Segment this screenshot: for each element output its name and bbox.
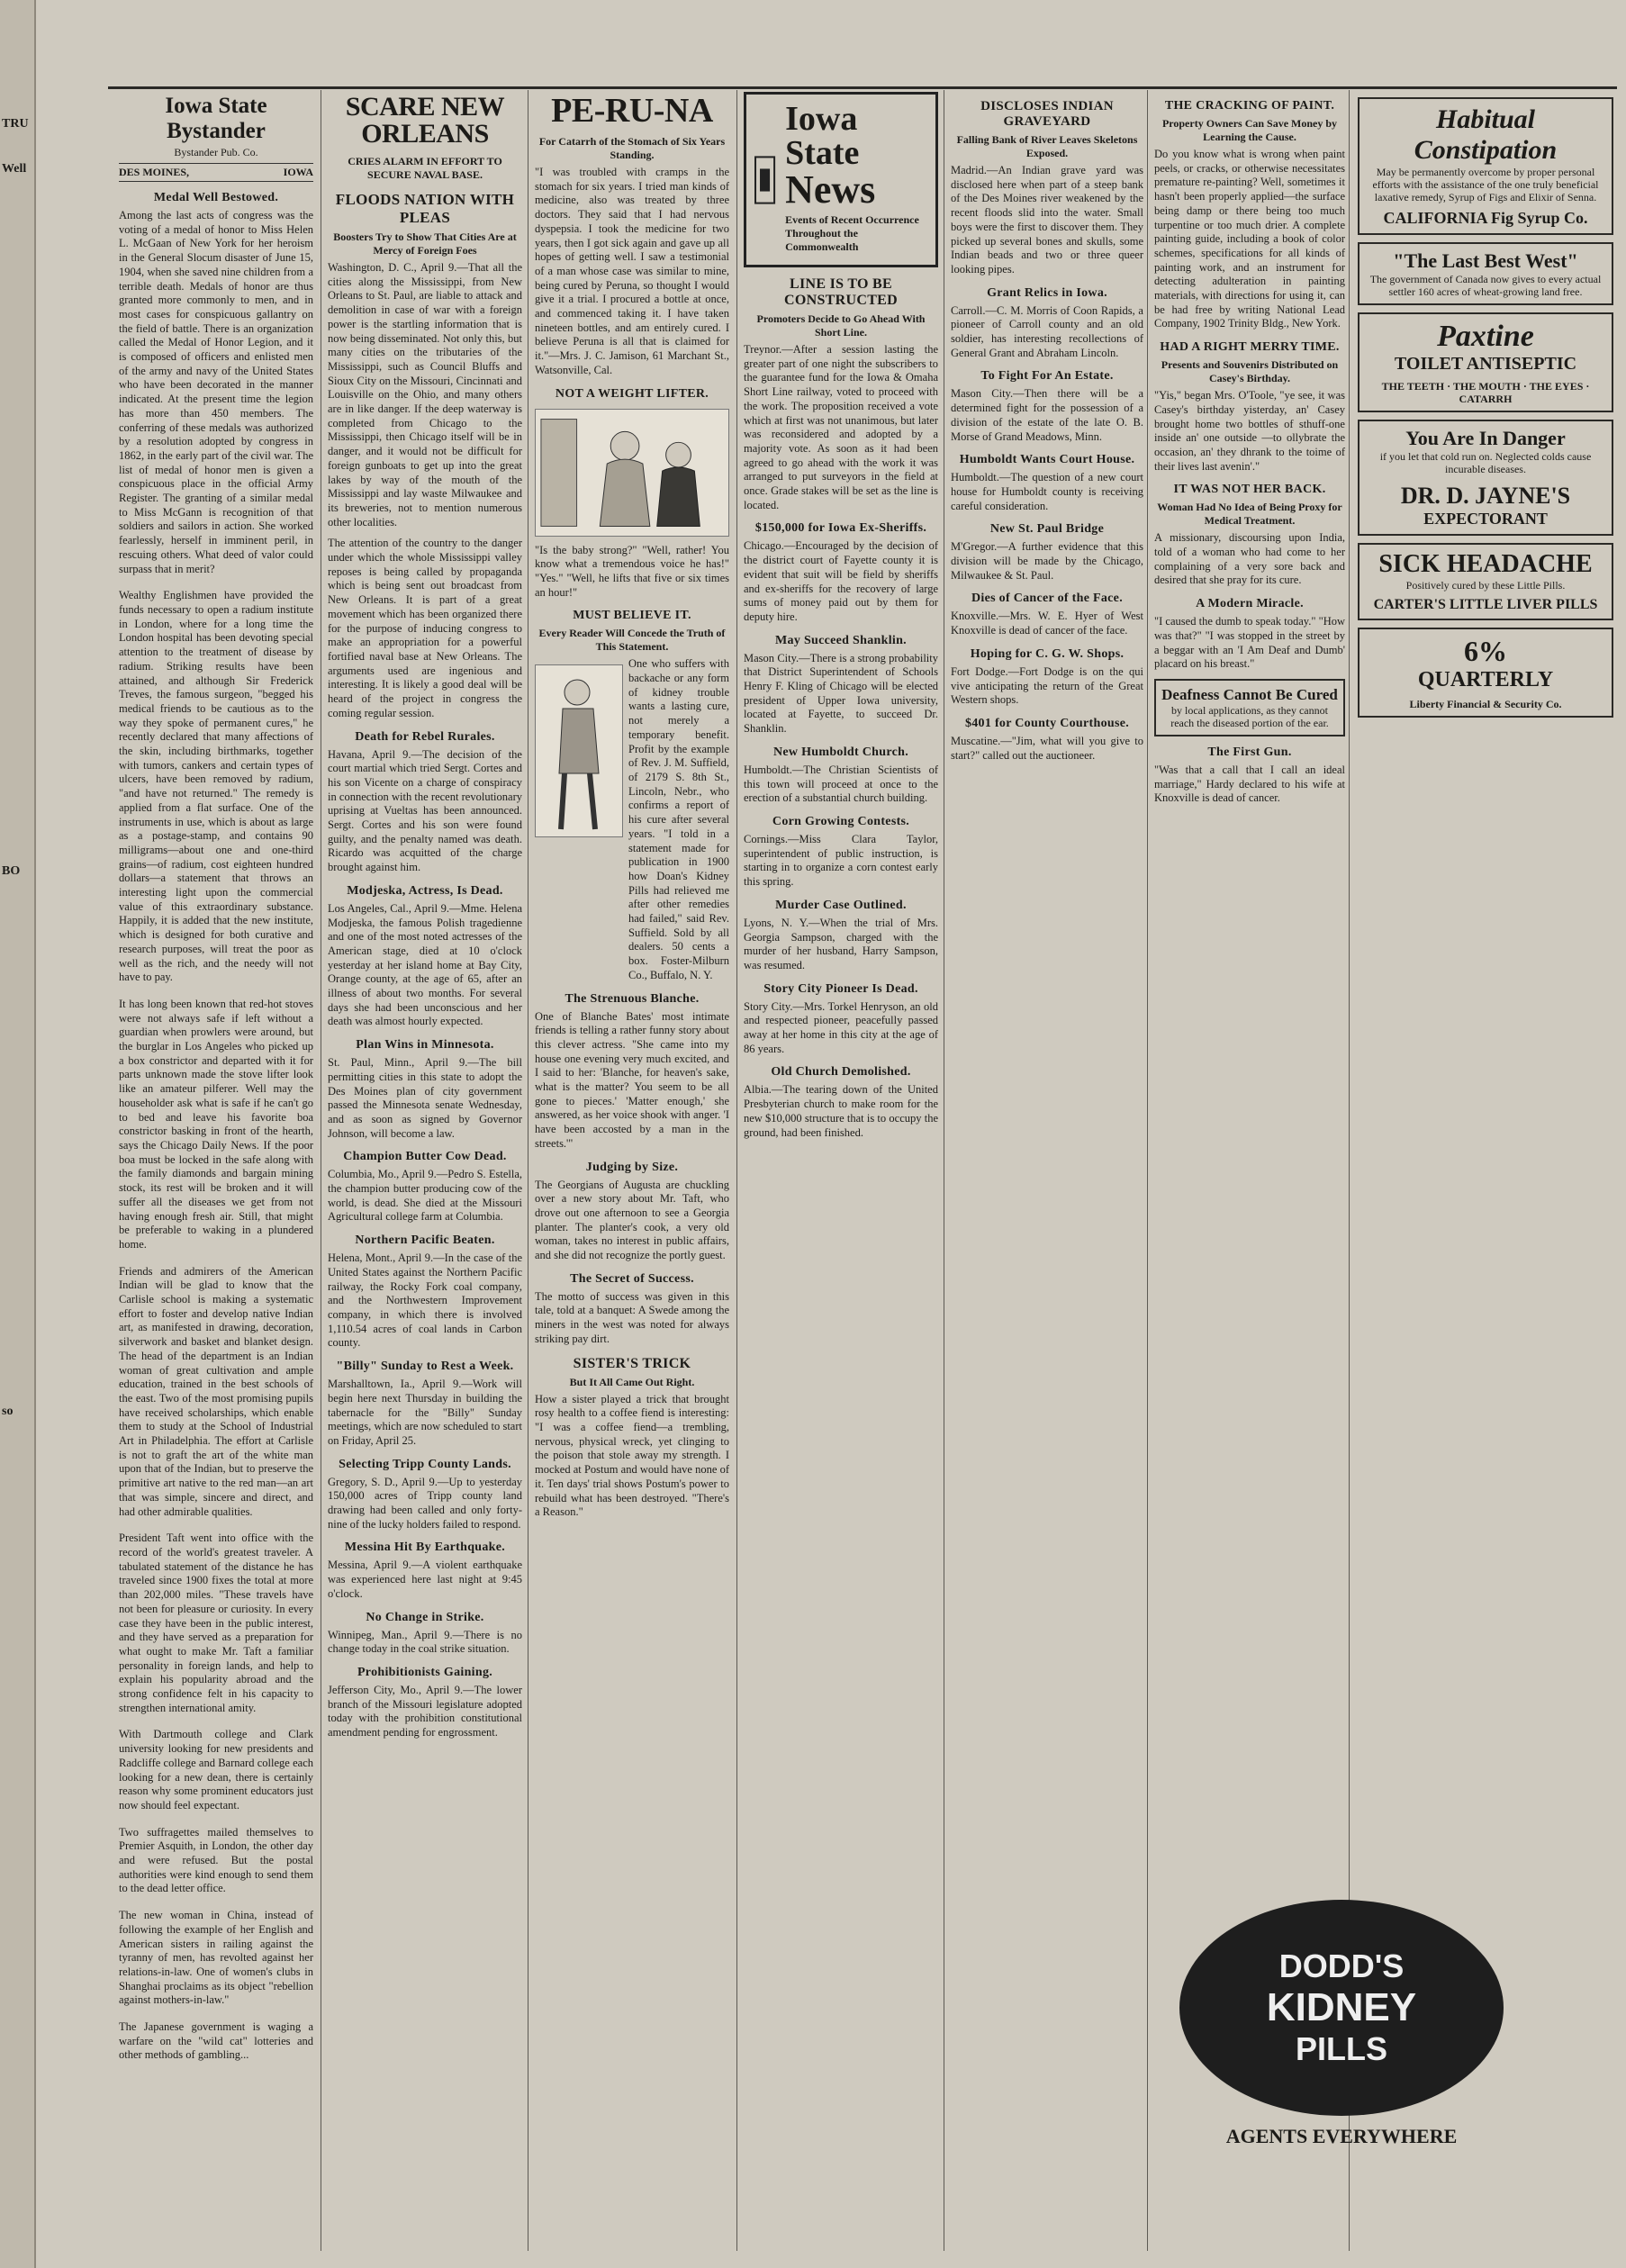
article-heading: LINE IS TO BE CONSTRUCTED [784,276,898,308]
article-text: Among the last acts of congress was the voting of a medal of honor to Miss Helen L. McGaan of New York for her heroism in the General Slocum disaster of June 15, 1904, when she saved nine children from a terrible death. Medals of honor are thus granted more commonly to men, and in most cases for conspicuous gallantry on the field of battle. There is an organization called the Medal of Honor Legion, and it is composed of officers and enlisted men of the army and navy of the United States who have been decorated in the manner indicated. At the present time the legion has more than 450 members. The conferring of these medals was authorized by a resolution adopted by congress in 1862, in the early part of the civil war. The list of medal of honor men is given a conspicuous place in the official Army Register. The granting of a similar medal to Miss McGann is recognition of that soldiers and sailors in action. She worked fearlessly, herself in imminent peril, in rescuing others. What deed of valor could surpass that in merit? [119,209,313,575]
article-text: The Japanese government is waging a warfare on the "wild cat" lotteries and other methods of gambling... [119,2020,313,2062]
subheadline: Presents and Souvenirs Distributed on Casey's Birthday. [1161,358,1339,385]
masthead: Iowa State Bystander [165,94,267,143]
subheadline: CRIES ALARM IN EFFORT TO SECURE NAVAL BASE. [348,155,502,181]
column-5 [945,90,1149,2251]
agents-banner: AGENTS EVERYWHERE [1225,2125,1458,2147]
section-subtitle: Events of Recent Occurrence Throughout the Commonwealth [785,213,919,253]
article-heading: Grant Relics in Iowa. [987,285,1107,300]
article-text: One who suffers with backache or any form of kidney trouble wants a lasting cure, not merely a temporary benefit. Profit by the example of Rev. J. M. Suffield, of 2179 S. 8th St., Lincoln, Nebr., who confirms a report of his cure after several years. "I told in a statement made for publication in 1900 how Doan's Kidney Pills had relieved me after other remedies had failed," said Rev. Suffield. Sold by all dealers. 50 cents a box. Foster-Milburn Co., Buffalo, N. Y. [628,657,729,981]
article-text: "I caused the dumb to speak today." "How was that?" "I was stopped in the street by a beggar with an 'I Am Deaf and Dumb' placard on his breast." [1154,615,1345,671]
article-heading: $401 for County Courthouse. [964,716,1130,730]
article-heading: Medal Well Bestowed. [153,191,279,204]
article-text: Cornings.—Miss Clara Taylor, superintendent of public instruction, is starting in to organize a corn contest early this spring. [744,832,938,889]
jayne-expectorant-ad: You Are In Danger if you let that cold run on. Neglected colds cause incurable diseases. DR. D. JAYNE'S EXPECTORANT [1358,420,1613,536]
article-heading: Champion Butter Cow Dead. [343,1150,507,1164]
headline: PE-RU-NA [551,92,713,130]
article-heading: The Strenuous Blanche. [565,991,700,1006]
article-heading: THE CRACKING OF PAINT. [1164,99,1335,113]
article-text: The motto of success was given in this tale, told at a banquet: A Swede among the miners in the west was noted for always striking pay dirt. [535,1289,729,1345]
subheadline: Woman Had No Idea of Being Proxy for Medical Treatment. [1157,501,1342,528]
article-text: A missionary, discoursing upon India, told of a woman who had come to her complaining of a very sore back and desired that she pray for its cure. [1154,531,1345,587]
article-heading: New St. Paul Bridge [989,522,1105,537]
subheadline: For Catarrh of the Stomach of Six Years Standing. [538,135,726,161]
article-heading: IT WAS NOT HER BACK. [1173,483,1326,497]
article-text: Two suffragettes mailed themselves to Premier Asquith, in London, the other day and were refused. But the postal authorities were kind enough to send them to the dead letter office. [119,1825,313,1895]
article-heading: HAD A RIGHT MERRY TIME. [1160,340,1340,355]
article-heading: "Billy" Sunday to Rest a Week. [336,1360,514,1374]
article-text: Helena, Mont., April 9.—In the case of the United States against the Northern Pacific railway, the Rocky Fork coal company, and the Northwestern Improvement company, in which there is involved 1,110.54 acres of coal lands in Carbon county. [328,1251,522,1350]
article-text: Knoxville.—Mrs. W. E. Hyer of West Knoxville is dead of cancer of the face. [951,610,1143,637]
edge-fragment: so [2,1405,14,1418]
article-heading: New Humboldt Church. [772,745,909,759]
cartoon-caption: "Is the baby strong?" "Well, rather! You know what a tremendous voice he has!" "Yes." "Well, he lifts that five or six times an hour!" [535,543,729,599]
article-text: Washington, D. C., April 9.—That all the cities along the Mississippi, from New Orleans to St. Paul, are liable to attack and demolition in case of war with a foreign power is the startling information that is now being disseminated. Not only this, but many cities on the tributaries of the Mississippi, such as Council Bluffs and Sioux City on the Missouri, Cincinnati and Louisville on the Ohio, and many others are in like danger. If the deep waterway is completed from Chicago to the Mississippi, then Chicago itself will be in danger, and it would not be difficult for foreign gunboats to get up into the great lakes by way of the mouth of the Mississippi and lay waste Milwaukee and its breweries, not to mention numerous other localities. [328,261,522,529]
article-text: Jefferson City, Mo., April 9.—The lower branch of the Missouri legislature adopted today with the prohibition constitutional amendment pending for engrossment. [328,1683,522,1739]
cartoon-illustration [535,409,729,537]
article-text: Columbia, Mo., April 9.—Pedro S. Estella, the champion butter producing cow of the world, is dead. She died at the Missouri Agricultural college farm at Columbia. [328,1168,522,1224]
article-text: One of Blanche Bates' most intimate friends is telling a rather funny story about this clever actress. "She came into my house one evening very much excited, and I said to her: 'Blanche, for heaven's sake, what is the matter? You seem to be all gone to pieces.' 'Matter enough,' she answered, as her voice shook with anger. 'I have been accosted by a man in the streets.'" [535,1009,729,1150]
article-heading: Judging by Size. [585,1160,679,1174]
article-heading: May Succeed Shanklin. [775,633,907,647]
article-text: Carroll.—C. M. Morris of Coon Rapids, a pioneer of Carroll county and an old soldier, has interesting recollections of General Grant and Abraham Lincoln. [951,303,1143,359]
article-heading: DISCLOSES INDIAN GRAVEYARD [980,99,1114,129]
carters-pills-ad: SICK HEADACHE Positively cured by these Little Pills. CARTER'S LITTLE LIVER PILLS [1358,543,1613,620]
dateline: DES MOINES, IOWA [119,163,313,182]
article-text: Humboldt.—The question of a new court house for Humboldt county is receiving careful consideration. [951,471,1143,512]
article-text: "Was that a call that I call an ideal marriage," Hardy declared to his wife at Knoxville is dead of cancer. [1154,763,1345,805]
article-heading: Selecting Tripp County Lands. [339,1457,511,1471]
article-text: "Yis," began Mrs. O'Toole, "ye see, it was Casey's birthday yisterday, an' Casey brought home two bottles of sthuff-one inside an' one outside —to ollybrate the occasion, an' they dhrank to the toime of their lives last avenin'." [1154,389,1345,473]
article-text: M'Gregor.—A further evidence that this division will be made by the Chicago, Milwaukee & St. Paul. [951,540,1143,582]
article-text: How a sister played a trick that brought rosy health to a coffee fiend is interesting: "I was a coffee fiend—a trembling, nervous, physical wreck, yet clinging to the poison that stole away my strength. I mocked at Postum and would have none of it. Ten days' trial shows Postum's power to rebuild what has been destroyed. "There's a Reason." [535,1392,729,1519]
article-text: With Dartmouth college and Clark university looking for new presidents and Radcliffe college and Barnard college each looking for a new dean, there is certainly reason why some prominent educators just now should feel expectant. [119,1728,313,1812]
constipation-ad: Habitual Constipation May be permanently overcome by proper personal efforts with the assistance of the one truly beneficial laxative remedy, Syrup of Figs and Elixir of Senna. CALIFORNIA Fig Syrup Co. [1358,97,1613,235]
article-heading: Story City Pioneer Is Dead. [763,981,918,996]
subheadline: Every Reader Will Concede the Truth of This Statement. [538,627,726,654]
article-heading: A Modern Miracle. [1196,597,1304,611]
article-heading: Death for Rebel Rurales. [355,729,495,744]
edge-fragment: BO [2,864,21,878]
article-text: Muscatine.—"Jim, what will you give to start?" called out the auctioneer. [951,734,1143,762]
article-heading: Messina Hit By Earthquake. [344,1541,506,1555]
article-text: "I was troubled with cramps in the stomach for six years. I tried man kinds of medicine, also was treated by three doctors. They said that I had nervous dyspepsia. I took the medicine for two years, then I got sick again and gave up all hopes of getting well. I saw a testimonial of a man whose case was similar to mine, being cured by Peruna, so thought I would give it a trial. I procured a bottle at once, and commenced taking it. I have taken nineteen bottles, and am entirely cured. I believe Peruna is all that is claimed for it."—Mrs. J. C. Jamison, 61 Marchant St., Watsonville, Cal. [535,166,729,376]
adjacent-page-edge [0,0,36,2268]
column-frame-icon [754,131,776,230]
article-heading: Northern Pacific Beaten. [355,1233,495,1248]
article-text: Do you know what is wrong when paint peels, or cracks, or otherwise necessitates premature re-painting? Well, sometimes it hasn't been properly applied—the surface being damp or there being too much turpentine or too much drier. A complete painting guide, including a book of color schemes, specifications for all kinds of painting work, and an instrument for detecting adulteration in painting materials, with directions for using it, can be had free by writing National Lead Company, 1902 Trinity Bldg., New York. [1154,148,1345,330]
subheadline: Falling Bank of River Leaves Skeletons Exposed. [956,133,1138,159]
article-heading: FLOODS NATION WITH PLEAS [335,191,515,226]
section-title: Iowa State [785,100,860,172]
cartoon-icon [536,410,728,536]
article-text: Winnipeg, Man., April 9.—There is no change today in the coal strike situation. [328,1628,522,1656]
section-title: News [785,167,876,212]
article-text: Treynor.—After a session lasting the greater part of one night the subscribers to the guarantee fund for the Iowa & Omaha Short Line railway, voted to proceed with the work. The proposition received a vote which at first was not unanimous, but later was reconsidered and adopted by a majority vote. As soon as it had been agreed to go ahead with the work it was arranged to put surveyors in the field at once. Grade stakes will be set as the line is located. [744,343,938,511]
portrait-illustration [535,664,623,837]
subheadline: Promoters Decide to Go Ahead With Short Line. [756,312,926,339]
article-text: Wealthy Englishmen have provided the funds necessary to open a radium institute in London, where for a long time the London hospital has been devoting special attention to the treatment of disease by radium. Striking results have been attained, and although Sir Frederick Treves, the famous surgeon, "begged his medical friends to be cautious as to the way they spoke of permanent cures," he recently declared that many affections of the skin, including birthmarks, together with tumors, cankers and certain types of ulcers, have been removed by radium, "and have not returned." The remedy is applied from a flat surface. One of the instruments in use, which is about as large as a postage-stamp, and contains 90 milligrams—about one and one-third grains—of radium, cost eighteen hundred dollars—a statement that throws an interesting light upon the commercial value of this extraordinary substance. Happily, it is added that the new institute, which is designed for both curative and research purposes, will treat the poor as well as the rich, and the needy will not have to pay. [119,589,313,984]
subheadline: Property Owners Can Save Money by Learning the Cause. [1161,117,1338,143]
article-text: Chicago.—Encouraged by the decision of the district court of Fayette county it is evident that suit will be field by sheriffs and ex-sheriffs for the recovery of large sums of money paid out by them for deputy hire. [744,539,938,623]
article-text: President Taft went into office with the record of the world's greatest traveler. A tabulated statement of the distance he has traveled since 1900 fixes the total at more than 202,000 miles. "These travels have not been for pleasure or curiosity. In every case they have been in the public interest, and they have served as a preparation for what ought to make Mr. Taft a familiar personality in foreign lands, and help to explain his popularity abroad and the strong confidence felt in his capacity to strengthen international amity. [119,1532,313,1714]
article-text: Gregory, S. D., April 9.—Up to yesterday 150,000 acres of Tripp county land drawing had been called and only forty-nine of the lucky holders failed to respond. [328,1475,522,1531]
article-text: Los Angeles, Cal., April 9.—Mme. Helena Modjeska, the famous Polish tragedienne and one of the most noted actresses of the American stage, died at 10 o'clock yesterday at her island home at Bay City, Orange county, at the age of 65, after an illness of about two months. For several days she had been unconscious and her death was almost hourly expected. [328,901,522,1028]
article-text: Messina, April 9.—A violent earthquake was experienced here last night at 9:45 o'clock. [328,1559,522,1600]
column-3 [529,90,735,2251]
column-4 [738,90,944,2251]
article-heading: NOT A WEIGHT LIFTER. [555,386,709,401]
article-text: Friends and admirers of the American Indian will be glad to know that the Carlisle school is making a systematic effort to foster and develop native Indian art, as manifested in drawing, decoration, silverwork and basket and blanket design. The head of the department is an Indian woman of great cultivation and ample education, trained in the best schools of the east. Two of the most promising pupils have received scholarships, which enable them to study at the School of Industrial Art in Philadelphia. The effort at Carlisle is not to graft the art of the white man upon that of the Indian, but to preserve the primitive art native to the red man—an art that was simple, sincere and direct, and had other admirable qualities. [119,1264,313,1518]
article-text: The new woman in China, instead of following the example of her English and American sisters in railing against the tyranny of men, has revolted against her relations-in-law. One of women's clubs in Shanghai proclaims as its object "rebellion against mothers-in-law." [119,1909,313,2007]
liberty-financial-ad: 6% QUARTERLY Liberty Financial & Security Co. [1358,628,1613,718]
top-rule [108,86,1617,89]
article-heading: To Fight For An Estate. [980,369,1114,384]
article-text: Humboldt.—The Christian Scientists of this town will proceed at once to the erection of a substantial church building. [744,763,938,805]
article-heading: No Change in Strike. [366,1610,484,1624]
article-text: Marshalltown, Ia., April 9.—Work will begin here next Thursday in building the tabernacle for the "Billy" Sunday meetings, which are now scheduled to start on Friday, April 25. [328,1378,522,1447]
article-heading: Prohibitionists Gaining. [357,1665,493,1679]
article-heading: Modjeska, Actress, Is Dead. [347,883,503,898]
subheadline: But It All Came Out Right. [569,1375,695,1388]
publisher: Bystander Pub. Co. [174,146,258,158]
subheadline: Boosters Try to Show That Cities Are at Mercy of Foreign Foes [333,230,517,257]
column-2 [322,90,528,2251]
article-heading: Plan Wins in Minnesota. [356,1038,494,1053]
article-heading: The Secret of Success. [570,1271,694,1286]
article-heading: SISTER'S TRICK [573,1355,691,1371]
article-text: It has long been known that red-hot stoves were not always safe if left without a guardian when prowlers were around, but the burglar in Los Angeles who picked up a box constrictor and departed with it for parts unknown made the stove lifter look like an amateur pilferer. Well may the householder ask what is safe if he can't go to bed and leave his favorite boa constrictor basking in front of the hearth, says the Chicago Daily News. If the poor boa must be locked in the safe along with the family diamonds and bargain mining stock, its rest will be broken and it will suffer all the diseases we get from not having enough fresh air. Still, that might be preferable to waking in a plundered home. [119,997,313,1251]
testimonial-block [535,657,729,982]
article-heading: MUST BELIEVE IT. [573,609,691,623]
article-text: Mason City.—There is a strong probability that District Superintendent of Schools Henry F. Kling of Chicago will be elected president of Upper Iowa university, located at Fayette, to succeed Dr. Shanklin. [744,651,938,736]
deafness-ad: Deafness Cannot Be Cured by local applications, as they cannot reach the diseased portion of the ear. [1154,679,1345,736]
iowa-state-news-box [744,92,938,267]
article-text: Albia.—The tearing down of the United Presbyterian church to make room for the new $10,000 structure that is to occupy the ground, had been finished. [744,1083,938,1139]
article-text: Madrid.—An Indian grave yard was disclosed here when part of a steep bank of the Des Moines river weakened by the recent floods slid into the water. Small boys were the first to discover them. They picked up several bones and skulls, some Indian beads and two or three queer looking pipes. [951,164,1143,276]
article-heading: Murder Case Outlined. [775,898,907,912]
pill-box-graphic: DODD'S KIDNEY PILLS [1179,1900,1504,2116]
article-text: Fort Dodge.—Fort Dodge is on the qui vive anticipating the return of the Great Western shops. [951,664,1143,707]
article-text: Story City.—Mrs. Torkel Henryson, an old and respected pioneer, peacefully passed away at her home in this city at the age of 86 years. [744,999,938,1055]
man-holding-back-icon [536,665,622,836]
article-text: The Georgians of Augusta are chuckling over a new story about Mr. Taft, who drove out one afternoon to see a Georgia planter. The planter's cook, a very old woman, takes no interest in public affairs, and she did not recognize the portly guest. [535,1178,729,1262]
headline: SCARE NEW ORLEANS [345,92,505,149]
article-heading: Hoping for C. G. W. Shops. [970,646,1125,661]
article-heading: Corn Growing Contests. [772,814,910,828]
column-1 [113,90,319,2251]
article-text: The attention of the country to the danger under which the whole Mississippi valley reposes is being called by propaganda which is being sent out broadcast from New Orleans. It is part of a great movement which has been organized there for the purpose of inducing congress to make an appropriation for a powerful fortified naval base at New Orleans. The arguments used are ingenious and interesting. It is likely a good deal will be heard of the project in congress the coming regular session. [328,537,522,719]
article-heading: Old Church Demolished. [771,1065,911,1080]
canada-ad: "The Last Best West" The government of Canada now gives to every actual settler 160 acres of wheat-growing land free. [1358,242,1613,305]
article-heading: $150,000 for Iowa Ex-Sheriffs. [754,521,927,536]
article-heading: Dies of Cancer of the Face. [971,592,1123,606]
article-text: Havana, April 9.—The decision of the court martial which tried Sergt. Cortes and his son Vicente on a charge of conspiracy in connection with the recent revolutionary uprising at Vueltas has been announced. Sergt. Cortes and his son were found guilty, and the penalty named was death. Ricardo was acquitted of the charge brought against him. [328,747,522,874]
dodds-kidney-pills-ad [1152,1891,1531,2148]
paxtine-ad: Paxtine TOILET ANTISEPTIC THE TEETH · THE MOUTH · THE EYES · CATARRH [1358,312,1613,412]
article-heading: Humboldt Wants Court House. [959,453,1135,467]
edge-fragment: TRU [2,117,29,131]
article-heading: The First Gun. [1207,745,1292,759]
article-text: St. Paul, Minn., April 9.—The bill permitting cities in this state to adopt the Des Moines plan of city government passed the Minnesota senate Wednesday, and as soon as signed by Governor Johnson, will become a law. [328,1056,522,1140]
article-text: Lyons, N. Y.—When the trial of Mrs. Georgia Sampson, charged with the murder of her husband, Harry Sampson, was resumed. [744,916,938,971]
edge-fragment: Well [2,162,27,176]
article-text: Mason City.—Then there will be a determined fight for the possession of a division of the estate of the late O. B. Morse of Grand Meadows, Minn. [951,387,1143,443]
